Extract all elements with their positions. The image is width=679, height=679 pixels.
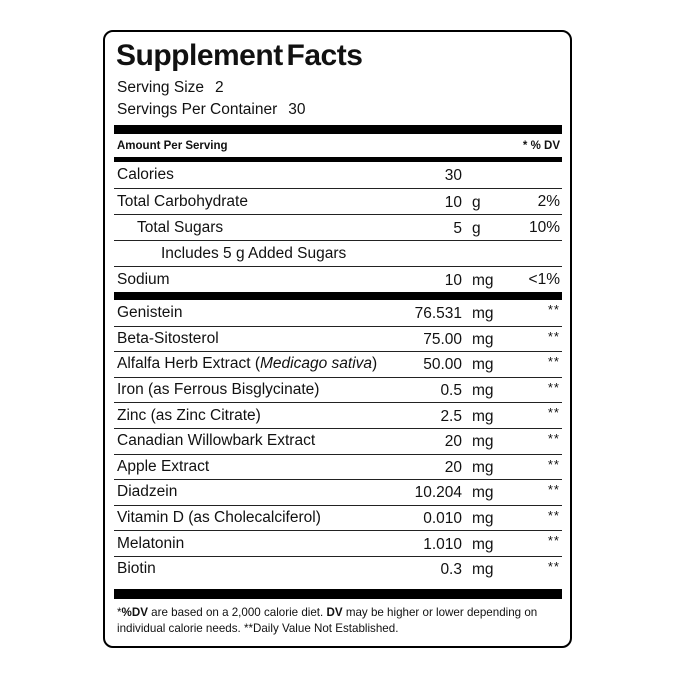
nutrient-row [114, 240, 562, 266]
amount-value: 75.00 [423, 330, 462, 348]
nutrient-row [114, 266, 562, 292]
botanical-row [114, 300, 562, 326]
unit-label: mg [472, 330, 494, 348]
divider-bar-thick-bottom [114, 589, 562, 599]
ingredient-name: Diadzein [117, 483, 178, 501]
serving-size-label: Serving Size [117, 79, 205, 96]
daily-value: ** [547, 354, 560, 370]
ingredient-name: Alfalfa Herb Extract (Medicago sativa) [117, 355, 378, 373]
botanical-row [114, 505, 562, 531]
ingredient-name: Melatonin [117, 534, 185, 552]
panel-title: Supplement Facts [116, 39, 363, 72]
amount-value: 0.010 [423, 510, 462, 528]
botanical-row [114, 530, 562, 556]
nutrient-rows-section [114, 162, 562, 292]
daily-value: ** [547, 302, 560, 317]
ingredient-name: Biotin [117, 560, 156, 578]
amount-value: 10 [444, 271, 462, 289]
nutrient-row [114, 188, 562, 214]
unit-label: mg [472, 304, 494, 322]
nutrient-row [114, 162, 562, 188]
daily-value: ** [547, 533, 560, 549]
percent-dv-header: * % DV [522, 140, 560, 152]
amount-value: 50.00 [423, 356, 462, 374]
unit-label: mg [472, 271, 494, 289]
divider-bar-thick-middle [114, 292, 562, 300]
unit-label: g [472, 193, 481, 211]
botanical-row [114, 351, 562, 377]
ingredient-name: Genistein [117, 303, 183, 321]
botanical-row [114, 428, 562, 454]
botanical-rows-section [114, 300, 562, 582]
daily-value: ** [547, 482, 560, 498]
amount-value: 20 [444, 458, 462, 476]
unit-label: mg [472, 356, 494, 374]
unit-label: mg [472, 535, 494, 553]
amount-value: 76.531 [414, 304, 462, 322]
ingredient-name: Total Carbohydrate [117, 192, 248, 210]
unit-label: mg [472, 561, 494, 579]
servings-per-container-label: Servings Per Container [117, 101, 278, 118]
botanical-row [114, 326, 562, 352]
unit-label: g [472, 219, 481, 237]
daily-value: ** [547, 430, 560, 446]
servings-per-container-line [114, 99, 562, 121]
ingredient-name: Includes 5 g Added Sugars [161, 244, 347, 262]
nutrient-row [114, 214, 562, 240]
ingredient-name: Iron (as Ferrous Bisglycinate) [117, 381, 320, 399]
daily-value: ** [547, 507, 560, 523]
daily-value: ** [547, 405, 560, 421]
unit-label: mg [472, 382, 494, 400]
servings-per-container-value: 30 [288, 101, 306, 118]
amount-value: 2.5 [440, 407, 462, 425]
serving-size-value: 2 [215, 79, 224, 96]
botanical-row [114, 377, 562, 403]
serving-size-line [114, 77, 562, 99]
ingredient-name: Total Sugars [137, 218, 224, 236]
unit-label: mg [472, 433, 494, 451]
ingredient-name: Sodium [117, 270, 170, 288]
daily-value: ** [547, 456, 560, 472]
daily-value: ** [547, 558, 560, 574]
amount-value: 10 [444, 193, 462, 211]
amount-value: 30 [444, 167, 462, 184]
botanical-row [114, 402, 562, 428]
botanical-row [114, 479, 562, 505]
daily-value: 10% [528, 218, 560, 236]
unit-label: mg [472, 510, 494, 528]
divider-bar-thick-top [114, 125, 562, 134]
amount-value: 5 [453, 219, 462, 237]
daily-value: 2% [537, 192, 560, 210]
amount-value: 1.010 [423, 535, 462, 553]
daily-value: ** [547, 379, 560, 395]
amount-value: 20 [444, 433, 462, 451]
ingredient-name: Apple Extract [117, 457, 210, 475]
amount-value: 10.204 [414, 484, 462, 502]
unit-label: mg [472, 484, 494, 502]
daily-value: <1% [528, 270, 560, 288]
botanical-row [114, 454, 562, 480]
ingredient-name: Beta-Sitosterol [117, 329, 219, 347]
ingredient-name: Calories [117, 166, 174, 183]
ingredient-name: Vitamin D (as Cholecalciferol) [117, 509, 321, 527]
column-header-row [114, 134, 562, 157]
amount-per-serving-header: Amount Per Serving [117, 140, 228, 152]
amount-value: 0.5 [440, 382, 462, 400]
ingredient-name: Zinc (as Zinc Citrate) [117, 406, 261, 424]
unit-label: mg [472, 407, 494, 425]
unit-label: mg [472, 458, 494, 476]
dv-footnote: *%DV are based on a 2,000 calorie diet. DV may be higher or lower depending on individual calorie needs. **Daily Value Not Established. [117, 605, 538, 636]
supplement-facts-panel [103, 30, 572, 648]
botanical-row [114, 556, 562, 582]
ingredient-name: Canadian Willowbark Extract [117, 432, 316, 450]
amount-value: 0.3 [440, 561, 462, 579]
daily-value: ** [547, 328, 560, 344]
